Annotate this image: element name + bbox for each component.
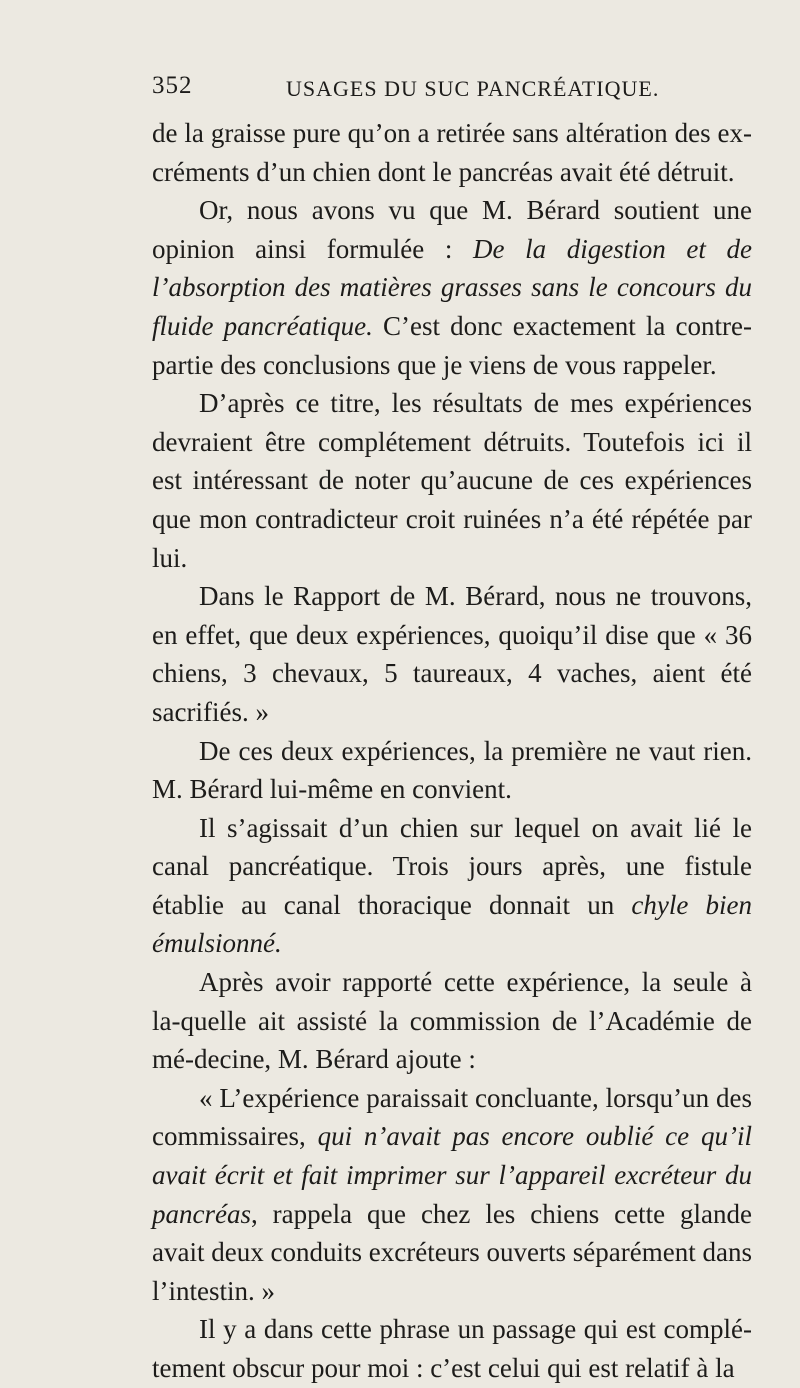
paragraph-3 — [152, 384, 752, 577]
page-header — [152, 72, 722, 112]
page-body — [152, 114, 752, 1388]
paragraph-1 — [152, 114, 752, 191]
italic-title: De la digestion et de l’absorption des matières grasses sans le concours du fluide pancréatique. — [152, 233, 752, 341]
italic-phrase: chyle bien émulsionné. — [152, 889, 752, 959]
text-run: De ces deux expériences, la première ne vaut rien. M. Bérard lui-même en convient. — [152, 735, 752, 805]
text-run: « L’expérience paraissait concluante, lorsqu’un des commissaires, — [152, 1082, 752, 1152]
text-run: , rappela que chez les chiens cette glande avait deux conduits excréteurs ouverts séparément dans l’intestin. » — [152, 1198, 752, 1306]
text-run: Il y a dans cette phrase un passage qui est complé-tement obscur pour moi : c’est celui qui est relatif à la — [152, 1314, 752, 1383]
text-run: D’après ce titre, les résultats de mes expériences devraient être complétement détruits. Toutefois ici il est intéressant de noter qu’aucune de ces expériences que mon contradicteur croit ruinées n’a été répétée par lui. — [152, 388, 752, 573]
page-number: 352 — [152, 72, 193, 99]
paragraph-9 — [152, 1310, 752, 1387]
paragraph-5 — [152, 732, 752, 809]
text-run: Après avoir rapporté cette expérience, la seule à la-quelle ait assisté la commission de l’Académie de mé-decine, M. Bérard ajoute : — [152, 967, 752, 1075]
text-run: Dans le Rapport de M. Bérard, nous ne trouvons, en effet, que deux expériences, quoiqu’il dise que « 36 chiens, 3 chevaux, 5 taureaux, 4 vaches, aient été sacrifiés. » — [152, 581, 752, 727]
paragraph-2 — [152, 191, 752, 384]
text-run: de la graisse pure qu’on a retirée sans altération des ex-créments d’un chien dont le pancréas avait été détruit. — [152, 118, 752, 187]
text-run: C’est donc exactement la contre-partie des conclusions que je viens de vous rappeler. — [152, 310, 752, 380]
paragraph-8 — [152, 1079, 752, 1311]
text-run: Il s’agissait d’un chien sur lequel on avait lié le canal pancréatique. Trois jours après, une fistule établie au canal thoracique donnait un — [152, 812, 752, 920]
paragraph-4 — [152, 577, 752, 731]
running-title: USAGES DU SUC PANCRÉATIQUE. — [286, 76, 660, 101]
text-run: Or, nous avons vu que M. Bérard soutient une opinion ainsi formulée : — [152, 195, 752, 264]
paragraph-6 — [152, 809, 752, 963]
paragraph-7 — [152, 963, 752, 1079]
italic-quote: qui n’avait pas encore oublié ce qu’il avait écrit et fait imprimer sur l’appareil excréteur du pancréas — [152, 1121, 752, 1229]
